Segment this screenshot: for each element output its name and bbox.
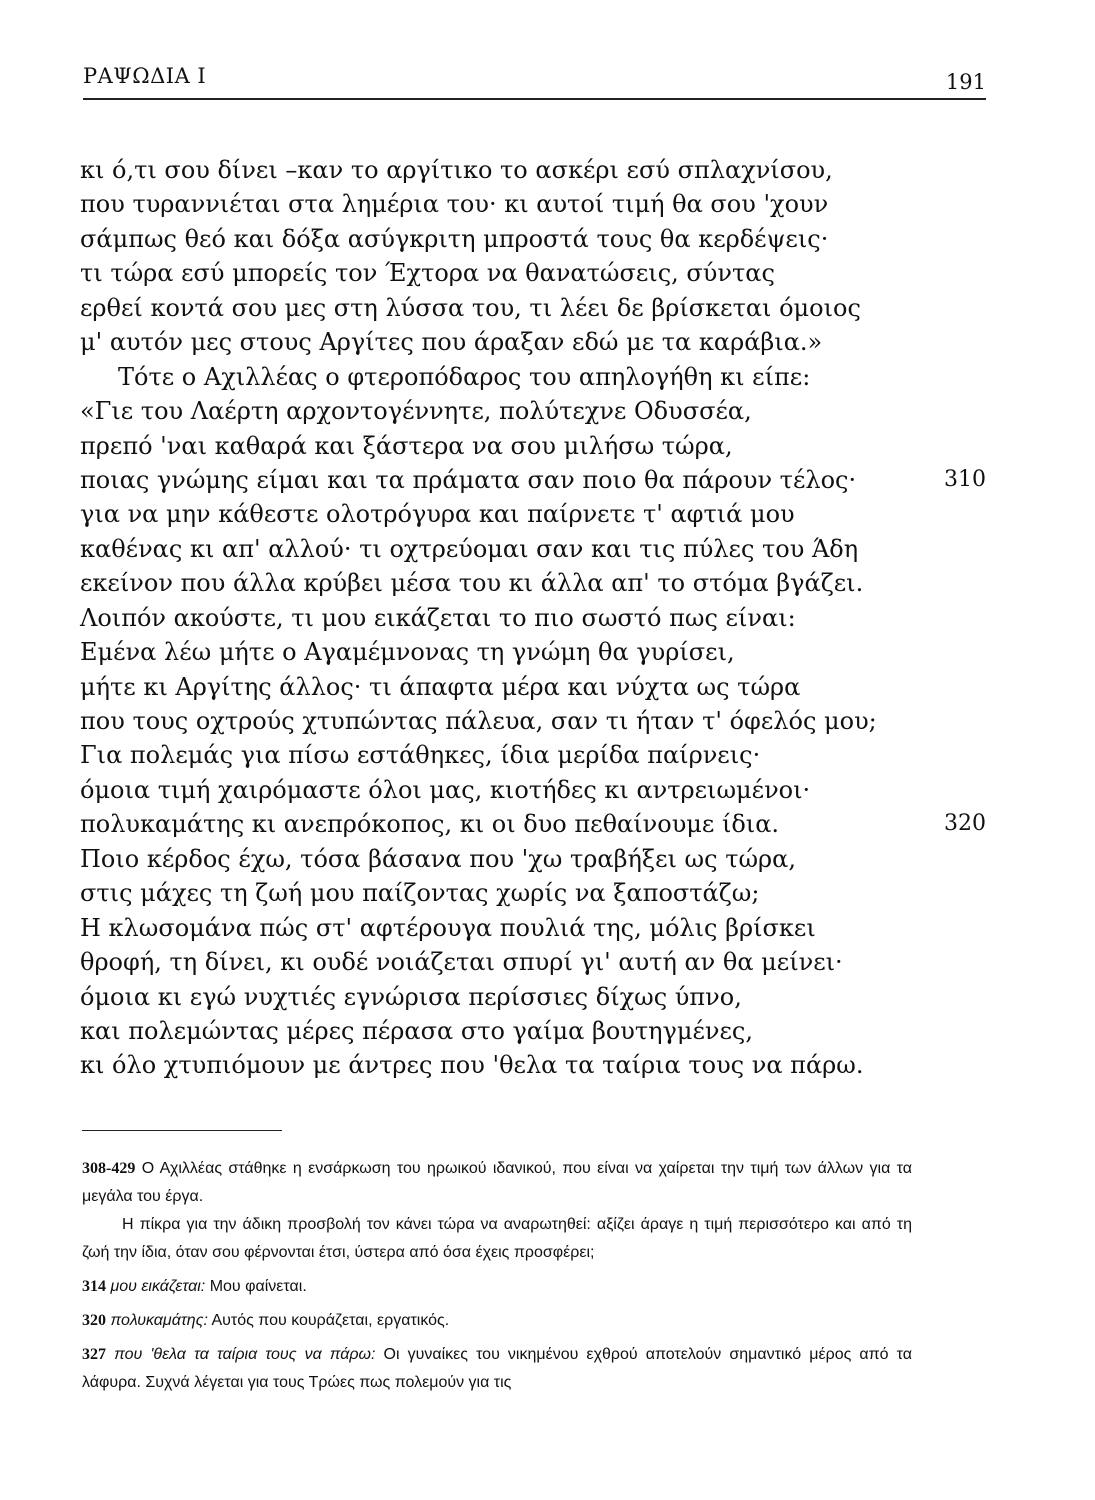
footnote <box>82 1155 912 1211</box>
verse-line <box>80 876 980 910</box>
verse-text: Για πολεμάς για πίσω εστάθηκες, ίδια μερίδα παίρνεις· <box>80 741 761 770</box>
verse-text: Η κλωσομάνα πώς στ' αφτέρουγα πουλιά της, μόλις βρίσκει <box>80 913 816 942</box>
verse-text: που τους οχτρούς χτυπώντας πάλευα, σαν τι ήταν τ' όφελός μου; <box>80 707 877 735</box>
verse-text: μ' αυτόν μες στους Αργίτες που άραξαν εδώ με τα καράβια.» <box>80 328 823 357</box>
footnote-text: Οι γυναίκες του νικημένου εχθρού αποτελούν σημαντικό μέρος από τα λάφυρα. Συχνά λέγεται για τους Τρώες πως πολεμούν για τις <box>82 1346 912 1391</box>
verse-text: όμοια κι εγώ νυχτιές εγνώρισα περίσσιες δίχως ύπνο, <box>80 982 742 1011</box>
verse-text: για να μην κάθεστε ολοτρόγυρα και παίρνετε τ' αφτιά μου <box>80 500 795 529</box>
verse-text: κι ό,τι σου δίνει –καν το αργίτικο το ασκέρι εσύ σπλαχνίσου, <box>80 156 833 184</box>
verse-line <box>80 945 980 979</box>
verse-text: σάμπως θεό και δόξα ασύγκριτη μπροστά τους θα κερδέψεις· <box>80 224 829 253</box>
verse-line <box>80 325 980 359</box>
page-header <box>83 64 986 100</box>
verse-text: όμοια τιμή χαιρόμαστε όλοι μας, κιοτήδες κι αντρειωμένοι· <box>80 775 811 804</box>
verse-line <box>80 291 980 325</box>
verse-line <box>80 601 980 635</box>
footnote-term: που 'θελα τα ταίρια τους να πάρω: <box>114 1346 376 1363</box>
verse-line <box>80 497 980 531</box>
verse-text: ποιας γνώμης είμαι και τα πράματα σαν ποιο θα πάρουν τέλος· <box>80 465 857 494</box>
verse-text: τι τώρα εσύ μπορείς τον Έχτορα να θανατώσεις, σύντας <box>80 259 775 288</box>
footnote-text: Μου φαίνεται. <box>209 1278 307 1295</box>
verse-text: Λοιπόν ακούστε, τι μου εικάζεται το πιο σωστό πως είναι: <box>80 603 796 632</box>
verse-line <box>80 1048 980 1082</box>
verse-line <box>80 187 980 221</box>
verse-text: μήτε κι Αργίτης άλλος· τι άπαφτα μέρα και νύχτα ως τώρα <box>80 672 801 701</box>
footnote-term: πολυκαμάτης: <box>110 1312 208 1329</box>
page-number: 191 <box>945 70 986 94</box>
verse-line <box>80 394 980 428</box>
poem-text <box>80 153 986 1083</box>
line-number: 320 <box>944 811 986 837</box>
footnote-term: μου εικάζεται: <box>110 1278 206 1295</box>
footnote-rule <box>82 1130 282 1131</box>
footnote <box>82 1273 912 1301</box>
header-rule <box>83 98 986 100</box>
verse-text: Τότε ο Αχιλλέας ο φτεροπόδαρος του απηλογήθη κι είπε: <box>118 362 811 391</box>
verse-line <box>80 842 980 876</box>
verse-line <box>80 222 980 256</box>
verse-line <box>80 153 980 187</box>
footnote-ref: 314 <box>82 1278 106 1295</box>
verse-line <box>80 429 980 463</box>
verse-line <box>80 980 980 1014</box>
verse-line <box>80 256 980 290</box>
footnote-text: Ο Αχιλλέας στάθηκε η ενσάρκωση του ηρωικού ιδανικού, που είναι να χαίρεται την τιμή των άλλων για τα μεγάλα του έργα. <box>82 1160 913 1205</box>
footnote <box>82 1341 912 1397</box>
verse-line <box>80 463 986 497</box>
verse-line <box>80 773 980 807</box>
verse-text: Εμένα λέω μήτε ο Αγαμέμνονας τη γνώμη θα γυρίσει, <box>80 638 735 667</box>
verse-text: και πολεμώντας μέρες πέρασα στο γαίμα βουτηγμένες, <box>80 1016 753 1045</box>
verse-line <box>80 566 980 600</box>
footnote-text: Αυτός που κουράζεται, εργατικός. <box>211 1312 450 1329</box>
footnote-ref: 308-429 <box>82 1160 136 1177</box>
footnote <box>82 1307 912 1335</box>
verse-line <box>80 360 980 394</box>
verse-line <box>80 1014 980 1048</box>
verse-line <box>80 738 980 772</box>
verse-line <box>80 670 980 704</box>
line-number: 310 <box>944 466 986 492</box>
verse-text: πολυκαμάτης κι ανεπρόκοπος, κι οι δυο πεθαίνουμε ίδια. <box>80 810 780 839</box>
verse-text: που τυραννιέται στα λημέρια του· κι αυτοί τιμή θα σου 'χουν <box>80 190 829 219</box>
verse-line <box>80 635 980 669</box>
verse-line <box>80 704 980 738</box>
footnotes <box>82 1155 912 1403</box>
verse-text: κι όλο χτυπιόμουν με άντρες που 'θελα τα ταίρια τους να πάρω. <box>80 1051 864 1080</box>
footnote-ref: 320 <box>82 1312 106 1329</box>
verse-line <box>80 807 986 841</box>
verse-line <box>80 911 980 945</box>
footnote-ref: 327 <box>82 1346 106 1363</box>
footnote-paragraph: Η πίκρα για την άδικη προσβολή τον κάνει τώρα να αναρωτηθεί: αξίζει άραγε η τιμή περισσότερο και από τη ζωή την ίδια, όταν σου φέρνονται έτσι, ύστερα από όσα έχεις προσφέρει; <box>82 1216 912 1261</box>
verse-text: «Γιε του Λαέρτη αρχοντογέννητε, πολύτεχνε Οδυσσέα, <box>80 397 752 426</box>
verse-line <box>80 532 980 566</box>
verse-text: ερθεί κοντά σου μες στη λύσσα του, τι λέει δε βρίσκεται όμοιος <box>80 293 861 322</box>
verse-text: στις μάχες τη ζωή μου παίζοντας χωρίς να ξαποστάζω; <box>80 879 760 908</box>
verse-text: εκείνον που άλλα κρύβει μέσα του κι άλλα απ' το στόμα βγάζει. <box>80 569 864 598</box>
verse-text: πρεπό 'ναι καθαρά και ξάστερα να σου μιλήσω τώρα, <box>80 431 733 460</box>
verse-text: Ποιο κέρδος έχω, τόσα βάσανα που 'χω τραβήξει ως τώρα, <box>80 844 796 873</box>
verse-text: θροφή, τη δίνει, κι ουδέ νοιάζεται σπυρί γι' αυτή αν θα μείνει· <box>80 948 843 977</box>
running-head: ΡΑΨΩΔΙΑ Ι <box>83 64 207 88</box>
verse-text: καθένας κι απ' αλλού· τι οχτρεύομαι σαν και τις πύλες του Άδη <box>80 534 859 563</box>
